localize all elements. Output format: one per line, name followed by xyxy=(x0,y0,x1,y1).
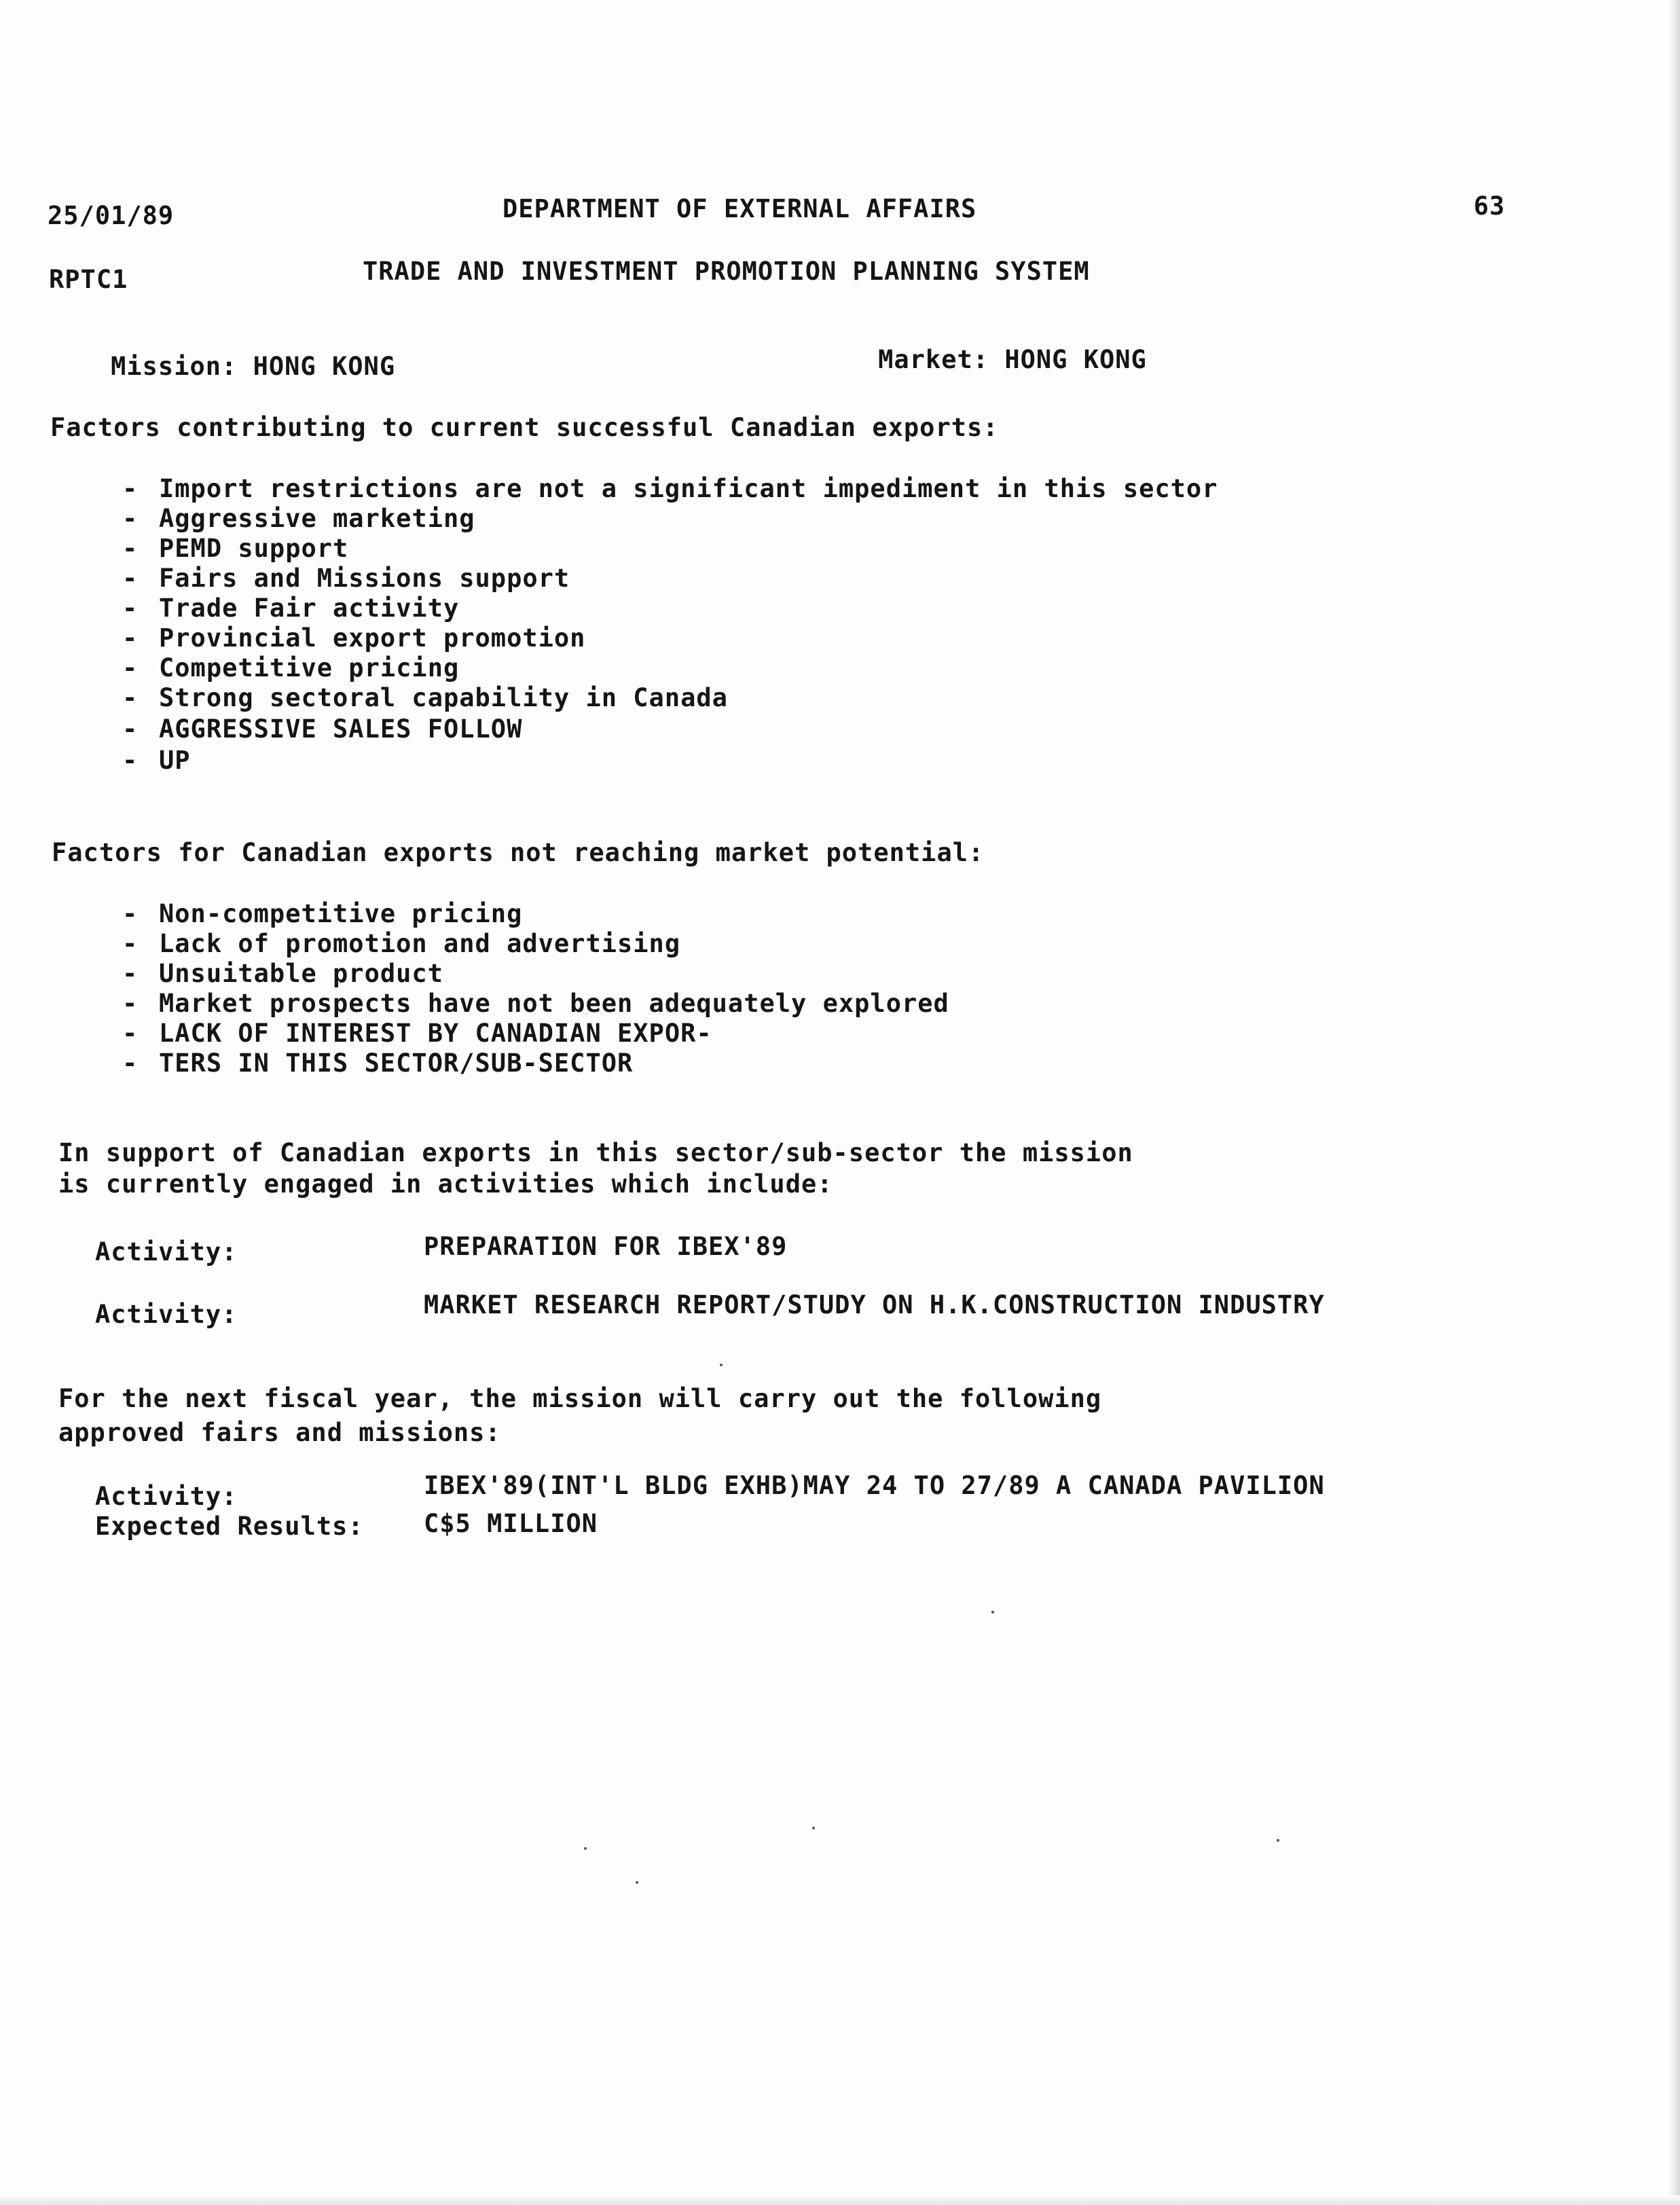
system-title: TRADE AND INVESTMENT PROMOTION PLANNING SYSTEM xyxy=(363,257,1090,286)
current-activities-intro-2: is currently engaged in activities which include: xyxy=(58,1169,833,1199)
bullet-dash: - xyxy=(122,929,139,958)
market-value: HONG KONG xyxy=(1004,345,1147,374)
bullet-dash: - xyxy=(122,899,139,928)
bullet-dash: - xyxy=(122,623,139,653)
expected-results-value: C$5 MILLION xyxy=(424,1509,598,1538)
scan-speck xyxy=(584,1847,587,1850)
bullet-dash: - xyxy=(122,594,139,623)
scan-speck xyxy=(636,1881,638,1884)
bullet-dash: - xyxy=(122,1049,139,1078)
list-item: - AGGRESSIVE SALES FOLLOW xyxy=(122,714,523,744)
bullet-dash: - xyxy=(122,959,139,988)
scan-edge xyxy=(0,2195,1680,2205)
bullet-dash: - xyxy=(122,1019,139,1048)
list-item: - Lack of promotion and advertising xyxy=(122,929,681,958)
list-item: - Provincial export promotion xyxy=(122,623,586,653)
mission-field xyxy=(48,322,395,412)
bullet-dash: - xyxy=(122,504,139,533)
planned-activity-label: Activity: xyxy=(95,1482,238,1511)
department-title: DEPARTMENT OF EXTERNAL AFFAIRS xyxy=(503,194,977,223)
activity-value: PREPARATION FOR IBEX'89 xyxy=(424,1232,788,1261)
mission-value: HONG KONG xyxy=(253,352,396,381)
scan-speck xyxy=(991,1611,994,1614)
bullet-dash: - xyxy=(122,683,139,712)
scan-edge xyxy=(1668,0,1680,2205)
list-item: - Trade Fair activity xyxy=(122,594,460,623)
bullet-dash: - xyxy=(122,989,139,1018)
list-item: - Fairs and Missions support xyxy=(122,564,570,593)
bullet-dash: - xyxy=(122,534,139,563)
current-activities-intro-1: In support of Canadian exports in this sector/sub-sector the mission xyxy=(58,1138,1133,1167)
expected-results-label: Expected Results: xyxy=(95,1512,364,1541)
scan-speck xyxy=(812,1827,815,1829)
next-year-intro-2: approved fairs and missions: xyxy=(58,1418,501,1447)
report-code: RPTC1 xyxy=(49,265,128,294)
market-field xyxy=(815,315,1147,405)
planned-activity-value: IBEX'89(INT'L BLDG EXHB)MAY 24 TO 27/89 A CANADA PAVILION xyxy=(424,1471,1325,1500)
market-label: Market: xyxy=(878,345,989,374)
page-number: 63 xyxy=(1474,192,1505,221)
list-item: - PEMD support xyxy=(122,534,349,563)
activity-value: MARKET RESEARCH REPORT/STUDY ON H.K.CONSTRUCTION INDUSTRY xyxy=(424,1290,1325,1319)
list-item: - Strong sectoral capability in Canada xyxy=(122,683,728,712)
bullet-dash: - xyxy=(122,746,139,775)
list-item: - Non-competitive pricing xyxy=(122,899,523,928)
list-item: - Competitive pricing xyxy=(122,653,460,682)
bullet-dash: - xyxy=(122,474,139,503)
next-year-intro-1: For the next fiscal year, the mission will carry out the following xyxy=(58,1384,1102,1413)
list-item: - Aggressive marketing xyxy=(122,504,475,533)
bullet-dash: - xyxy=(122,653,139,682)
activity-label: Activity: xyxy=(95,1300,238,1329)
list-item: - Import restrictions are not a significant impediment in this sector xyxy=(122,474,1218,503)
list-item: - Market prospects have not been adequately explored xyxy=(122,989,949,1018)
shortfall-factors-heading: Factors for Canadian exports not reaching market potential: xyxy=(52,838,985,867)
scan-speck xyxy=(720,1364,723,1366)
list-item: - LACK OF INTEREST BY CANADIAN EXPOR- xyxy=(122,1019,712,1048)
list-item: - UP xyxy=(122,746,191,775)
activity-label: Activity: xyxy=(95,1237,238,1266)
success-factors-heading: Factors contributing to current successful Canadian exports: xyxy=(50,413,999,442)
bullet-dash: - xyxy=(122,714,139,744)
bullet-dash: - xyxy=(122,564,139,593)
mission-label: Mission: xyxy=(111,352,238,381)
list-item: - Unsuitable product xyxy=(122,959,443,988)
list-item: - TERS IN THIS SECTOR/SUB-SECTOR xyxy=(122,1049,634,1078)
scan-speck xyxy=(1277,1839,1279,1842)
report-date: 25/01/89 xyxy=(48,201,175,230)
